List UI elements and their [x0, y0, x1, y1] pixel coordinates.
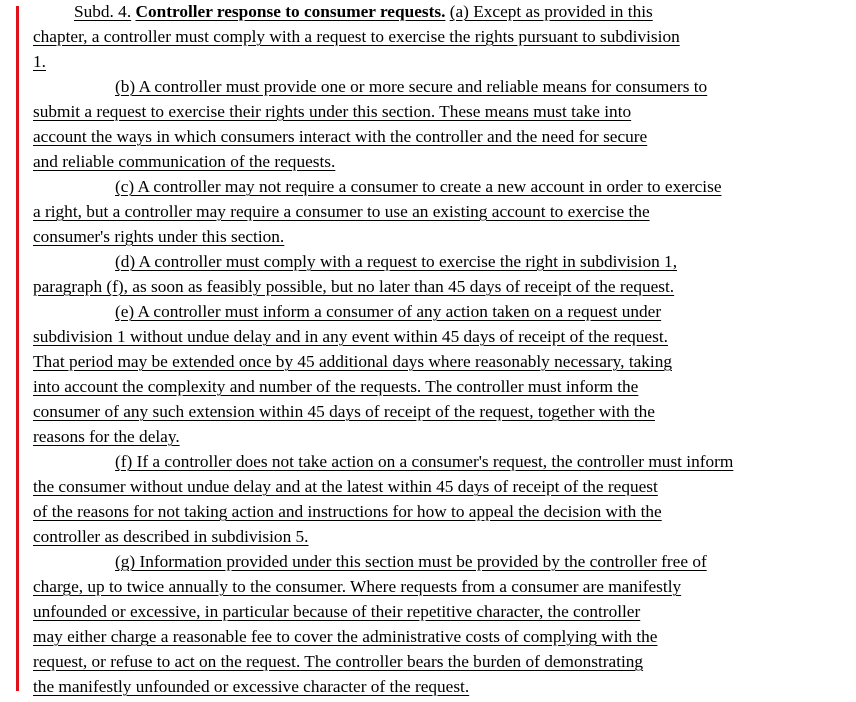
text-line: subdivision 1 without undue delay and in any event within 45 days of receipt of the request.	[33, 327, 668, 346]
change-bar	[16, 6, 19, 691]
paragraph-d-start: (d) A controller must comply with a request to exercise the right in subdivision 1,	[115, 252, 678, 271]
text-line: (a) Except as provided in this	[449, 2, 653, 21]
text-line: reasons for the delay.	[33, 427, 180, 446]
paragraph-c-start: (c) A controller may not require a consumer to create a new account in order to exercise	[115, 177, 722, 196]
text-line: and reliable communication of the requests.	[33, 152, 336, 171]
text-line: paragraph (f), as soon as feasibly possible, but no later than 45 days of receipt of the request.	[33, 277, 675, 296]
text-line: the manifestly unfounded or excessive character of the request.	[33, 677, 470, 696]
text-line: account the ways in which consumers interact with the controller and the need for secure	[33, 127, 648, 146]
text-line: consumer's rights under this section.	[33, 227, 285, 246]
text-line: a right, but a controller may require a consumer to use an existing account to exercise the	[33, 202, 650, 221]
paragraph-b-start: (b) A controller must provide one or more secure and reliable means for consumers to	[115, 77, 708, 96]
text-line: unfounded or excessive, in particular because of their repetitive character, the controller	[33, 602, 641, 621]
text-line: charge, up to twice annually to the consumer. Where requests from a consumer are manifestly	[33, 577, 682, 596]
text-line: request, or refuse to act on the request. The controller bears the burden of demonstrating	[33, 652, 644, 671]
text-line: submit a request to exercise their rights under this section. These means must take into	[33, 102, 632, 121]
text-line: may either charge a reasonable fee to cover the administrative costs of complying with the	[33, 627, 658, 646]
text-line: the consumer without undue delay and at the latest within 45 days of receipt of the request	[33, 477, 658, 496]
paragraph-e-start: (e) A controller must inform a consumer of any action taken on a request under	[115, 302, 662, 321]
subdivision-heading-line	[74, 0, 653, 24]
text-line: 1.	[33, 52, 46, 71]
text-line: chapter, a controller must comply with a request to exercise the rights pursuant to subdivision	[33, 27, 680, 46]
text-line: That period may be extended once by 45 additional days where reasonably necessary, taking	[33, 352, 673, 371]
text-line: consumer of any such extension within 45 days of receipt of the request, together with the	[33, 402, 655, 421]
text-line: controller as described in subdivision 5.	[33, 527, 309, 546]
paragraph-g-start: (g) Information provided under this section must be provided by the controller free of	[115, 552, 707, 571]
text-line: into account the complexity and number of the requests. The controller must inform the	[33, 377, 639, 396]
subdivision-heading: Controller response to consumer requests.	[135, 2, 446, 21]
subdivision-prefix: Subd. 4.	[74, 2, 132, 21]
paragraph-f-start: (f) If a controller does not take action on a consumer's request, the controller must inform	[115, 452, 734, 471]
text-line: of the reasons for not taking action and instructions for how to appeal the decision with the	[33, 502, 662, 521]
